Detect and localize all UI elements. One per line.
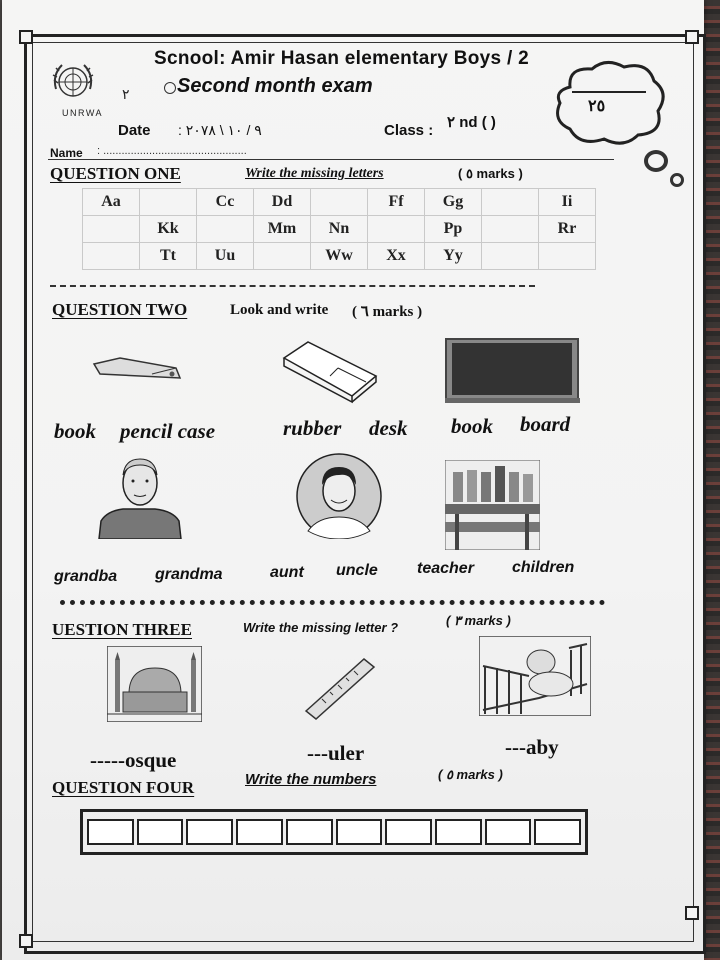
letter-cell[interactable] (482, 216, 539, 243)
letter-cell[interactable] (482, 243, 539, 270)
letter-cell[interactable]: Dd (254, 189, 311, 216)
q3-marks: ( ٣ marks ) (446, 613, 511, 628)
number-box[interactable] (385, 819, 432, 845)
number-box[interactable] (485, 819, 532, 845)
table-row (83, 189, 596, 216)
classroom-picture (445, 460, 540, 555)
un-logo (48, 57, 98, 107)
missing-letter-mosque[interactable]: -----osque (90, 748, 177, 772)
number-box[interactable] (137, 819, 184, 845)
letter-cell[interactable] (140, 189, 197, 216)
ruler-picture (302, 655, 377, 726)
q2-instruction: Look and write (230, 302, 329, 318)
number-box[interactable] (186, 819, 233, 845)
table-row (83, 243, 596, 270)
number-box[interactable] (236, 819, 283, 845)
exam-title: Second month exam (177, 75, 373, 97)
logo-label: UNRWA (62, 108, 103, 118)
word-option: uncle (336, 562, 378, 579)
letter-cell[interactable] (254, 243, 311, 270)
date-label: Date (118, 122, 151, 139)
uncle-picture (294, 453, 384, 544)
name-label: Name (50, 146, 83, 160)
corner-ornament (19, 934, 33, 948)
word-option: board (520, 412, 571, 436)
word-option: book (54, 419, 96, 443)
date-value: : ٩ / ١٠ \ ٢٠٧٨ (178, 122, 262, 138)
letter-cell[interactable] (368, 216, 425, 243)
section-divider (60, 600, 605, 605)
word-option: rubber (283, 416, 342, 440)
corner-ornament (19, 30, 33, 44)
word-option: desk (369, 416, 408, 440)
section-divider (50, 285, 535, 287)
number-box[interactable] (435, 819, 482, 845)
thought-bubble (644, 150, 668, 172)
letter-cell[interactable]: Rr (539, 216, 596, 243)
q2-title: QUESTION TWO (52, 300, 188, 319)
letter-cell[interactable]: Ii (539, 189, 596, 216)
word-option: grandba (54, 568, 118, 585)
letter-cell[interactable] (197, 216, 254, 243)
header-divider (48, 159, 614, 160)
letter-cell[interactable]: Yy (425, 243, 482, 270)
q4-marks: ( ٥ marks ) (438, 767, 503, 782)
letter-cell[interactable]: Ff (368, 189, 425, 216)
title-bullet-icon (164, 82, 176, 94)
word-option: children (512, 559, 575, 576)
letter-cell[interactable] (482, 189, 539, 216)
chalkboard-icon (445, 338, 580, 409)
word-option: pencil case (120, 419, 216, 443)
letter-cell[interactable] (83, 216, 140, 243)
q3-instruction: Write the missing letter ? (243, 620, 399, 635)
letter-cell[interactable]: Gg (425, 189, 482, 216)
letter-cell[interactable]: Kk (140, 216, 197, 243)
class-label: Class : (384, 122, 434, 139)
letter-cell[interactable]: Pp (425, 216, 482, 243)
class-value: ٢ nd ( ) (447, 114, 496, 131)
number-box[interactable] (286, 819, 333, 845)
school-title: Scnool: Amir Hasan elementary Boys / 2 (154, 48, 529, 69)
pencil-case-icon (90, 350, 185, 391)
exam-paper (2, 0, 704, 960)
corner-ornament (685, 906, 699, 920)
letter-cell[interactable]: Xx (368, 243, 425, 270)
letter-cell[interactable]: Uu (197, 243, 254, 270)
letter-cell[interactable] (539, 243, 596, 270)
score-value: ٢٥ (588, 98, 606, 115)
letter-cell[interactable]: Tt (140, 243, 197, 270)
score-cloud (550, 59, 668, 147)
name-field: : ............................................... (97, 145, 247, 157)
q1-title: QUESTION ONE (50, 164, 181, 183)
arabic-number: ٢ (122, 88, 130, 103)
letter-cell[interactable]: Ww (311, 243, 368, 270)
letter-cell[interactable]: Mm (254, 216, 311, 243)
word-option: aunt (270, 564, 304, 581)
table-row (83, 216, 596, 243)
letter-cell[interactable] (311, 189, 368, 216)
letter-cell[interactable] (83, 243, 140, 270)
letter-grid (82, 188, 596, 270)
missing-letter-ruler[interactable]: ---uler (307, 741, 365, 765)
letter-cell[interactable]: Cc (197, 189, 254, 216)
q3-title: UESTION THREE (52, 620, 192, 639)
word-option: teacher (417, 560, 474, 577)
number-box[interactable] (534, 819, 581, 845)
word-option: book (451, 414, 493, 438)
grandfather-picture (97, 453, 182, 544)
missing-letter-baby[interactable]: ---aby (505, 735, 559, 759)
letter-cell[interactable]: Aa (83, 189, 140, 216)
q4-title: QUESTION FOUR (52, 778, 195, 797)
number-box[interactable] (87, 819, 134, 845)
q1-marks: ( ٥ marks ) (458, 166, 523, 181)
number-box[interactable] (336, 819, 383, 845)
letter-cell[interactable]: Nn (311, 216, 368, 243)
q2-marks: ( ٦ marks ) (352, 304, 423, 320)
number-boxes (80, 809, 588, 855)
corner-ornament (685, 30, 699, 44)
eraser-icon (280, 338, 380, 409)
q1-instruction: Write the missing letters (245, 166, 384, 181)
baby-picture (479, 636, 591, 721)
mosque-picture (107, 646, 202, 727)
thought-bubble (670, 173, 684, 187)
word-option: grandma (155, 566, 223, 583)
q4-instruction: Write the numbers (245, 771, 377, 788)
